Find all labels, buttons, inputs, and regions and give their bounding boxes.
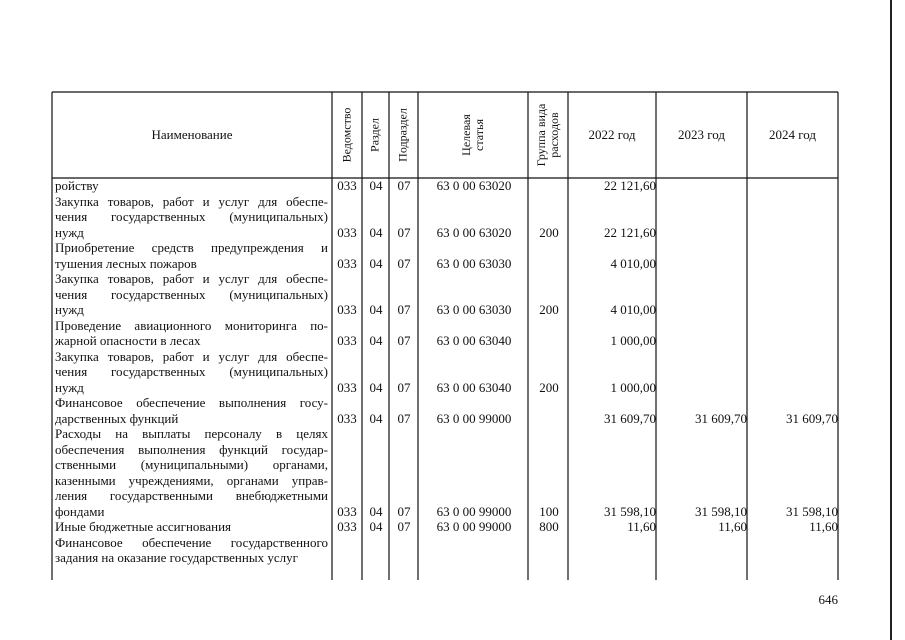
row-name [52, 426, 328, 519]
cell-celevaya-statya: 63 0 00 99000 [436, 503, 512, 519]
row-name [52, 349, 328, 396]
cell-razdel: 04 [369, 255, 383, 271]
cell-gruppa-rashodov: 200 [539, 302, 559, 317]
cell-razdel: 04 [369, 519, 383, 534]
cell-2024: 31 609,70 [786, 410, 838, 426]
page-number: 646 [818, 592, 838, 607]
table-row [52, 178, 838, 194]
cell-2022: 1 000,00 [610, 379, 656, 395]
cell-podrazdel: 07 [397, 178, 411, 193]
header-vedomstvo-text: Ведомство [339, 107, 354, 163]
row-name-line: Закупка товаров, работ и услуг для обеспе- [55, 271, 328, 286]
row-name [52, 318, 328, 349]
cell-gruppa-rashodov: 200 [539, 224, 559, 240]
cell-gruppa-rashodov: 100 [539, 503, 559, 519]
cell-vedomstvo: 033 [337, 379, 357, 395]
row-name-line: Приобретение средств предупреждения и [55, 240, 328, 255]
header-celevaya-1: Целевая [459, 114, 473, 156]
row-name-line: ственными (муниципальными) органами, [55, 457, 328, 472]
row-name-line: ройству [55, 178, 99, 193]
cell-vedomstvo: 033 [337, 410, 357, 426]
cell-vedomstvo: 033 [337, 333, 357, 348]
row-name-line: нужд [55, 302, 84, 317]
row-name-line: задания на оказание государственных услуг [55, 550, 298, 565]
cell-podrazdel: 07 [397, 302, 411, 317]
cell-gruppa-rashodov: 200 [539, 379, 559, 395]
cell-vedomstvo: 033 [337, 255, 357, 271]
row-name-line: Иные бюджетные ассигнования [55, 519, 232, 534]
row-name-line: нужд [55, 379, 84, 395]
cell-razdel: 04 [369, 503, 383, 519]
cell-vedomstvo: 033 [337, 224, 357, 240]
row-name [52, 395, 328, 426]
cell-gruppa-rashodov: 800 [539, 519, 559, 534]
cell-razdel: 04 [369, 302, 383, 317]
row-name-line: чения государственных (муниципальных) [55, 364, 328, 379]
header-podrazdel [397, 108, 410, 162]
row-name [52, 519, 328, 535]
cell-podrazdel: 07 [397, 410, 411, 426]
header-razdel [369, 118, 382, 152]
header-gruppa-1: Группа вида [534, 103, 548, 167]
cell-2022: 31 609,70 [604, 410, 656, 426]
row-name-line: ления государственными внебюджетными [55, 488, 328, 503]
row-name-line: казенными учреждениями, органами управ- [55, 472, 328, 488]
cell-2022: 1 000,00 [610, 333, 656, 348]
cell-podrazdel: 07 [397, 224, 411, 240]
row-name-line: чения государственных (муниципальных) [55, 209, 328, 224]
cell-razdel: 04 [369, 178, 383, 193]
row-name [52, 535, 328, 566]
cell-2022: 31 598,10 [604, 503, 656, 519]
cell-2022: 11,60 [627, 519, 656, 534]
row-name-line: фондами [55, 503, 105, 519]
table-row [52, 535, 838, 566]
row-name-line: Финансовое обеспечение государственного [55, 534, 328, 550]
row-name-line: Закупка товаров, работ и услуг для обеспе- [55, 193, 328, 209]
header-gruppa-2: расходов [547, 112, 561, 158]
table-row [52, 395, 838, 426]
header-gruppa [535, 104, 561, 167]
cell-vedomstvo: 033 [337, 519, 357, 534]
cell-celevaya-statya: 63 0 00 63020 [436, 178, 512, 193]
cell-2022: 4 010,00 [610, 255, 656, 271]
table-body [52, 178, 838, 566]
row-name-line: тушения лесных пожаров [55, 255, 197, 271]
header-2023: 2023 год [678, 127, 725, 142]
cell-podrazdel: 07 [397, 503, 411, 519]
header-2024: 2024 год [769, 127, 816, 142]
cell-vedomstvo: 033 [337, 503, 357, 519]
row-name-line: чения государственных (муниципальных) [55, 286, 328, 302]
cell-celevaya-statya: 63 0 00 63040 [436, 379, 512, 395]
header-name: Наименование [151, 127, 233, 142]
cell-celevaya-statya: 63 0 00 63030 [436, 302, 512, 317]
row-name [52, 178, 328, 194]
cell-2022: 22 121,60 [604, 224, 656, 240]
cell-razdel: 04 [369, 224, 383, 240]
header-2022: 2022 год [588, 127, 636, 142]
table-row [52, 318, 838, 349]
cell-2023: 31 598,10 [695, 503, 747, 519]
cell-celevaya-statya: 63 0 00 99000 [436, 410, 512, 426]
cell-celevaya-statya: 63 0 00 63040 [436, 333, 512, 348]
cell-2024: 31 598,10 [786, 503, 838, 519]
row-name-line: Закупка товаров, работ и услуг для обеспе- [55, 348, 328, 364]
cell-2022: 22 121,60 [604, 178, 656, 193]
cell-celevaya-statya: 63 0 00 99000 [436, 519, 512, 534]
row-name [52, 194, 328, 241]
row-name [52, 271, 328, 318]
cell-vedomstvo: 033 [337, 178, 357, 193]
cell-2023: 31 609,70 [695, 410, 747, 426]
row-name-line: дарственных функций [55, 410, 179, 426]
header-celevaya-2: статья [472, 119, 486, 151]
cell-podrazdel: 07 [397, 519, 411, 534]
header-podrazdel-text: Подраздел [395, 108, 410, 162]
cell-podrazdel: 07 [397, 379, 411, 395]
row-name-line: Финансовое обеспечение выполнения госу- [55, 395, 328, 410]
header-razdel-text: Раздел [367, 118, 382, 152]
cell-celevaya-statya: 63 0 00 63020 [436, 224, 512, 240]
row-name-line: обеспечения выполнения функций государ- [55, 441, 328, 457]
row-name [52, 240, 328, 271]
cell-2023: 11,60 [718, 519, 747, 534]
cell-podrazdel: 07 [397, 255, 411, 271]
table-row [52, 194, 838, 241]
cell-razdel: 04 [369, 379, 383, 395]
row-name-line: жарной опасности в лесах [55, 333, 201, 348]
cell-2024: 11,60 [809, 519, 838, 534]
table-row [52, 426, 838, 519]
row-name-line: Расходы на выплаты персоналу в целях [55, 426, 328, 441]
cell-podrazdel: 07 [397, 333, 411, 348]
header-celevaya [460, 114, 486, 156]
cell-vedomstvo: 033 [337, 302, 357, 317]
table-row [52, 240, 838, 271]
table-row [52, 519, 838, 535]
header-vedomstvo [341, 108, 354, 163]
table-row [52, 349, 838, 396]
cell-2022: 4 010,00 [610, 302, 656, 317]
cell-razdel: 04 [369, 410, 383, 426]
cell-razdel: 04 [369, 333, 383, 348]
row-name-line: нужд [55, 224, 84, 240]
table-row [52, 271, 838, 318]
row-name-line: Проведение авиационного мониторинга по- [55, 317, 328, 333]
cell-celevaya-statya: 63 0 00 63030 [436, 255, 512, 271]
